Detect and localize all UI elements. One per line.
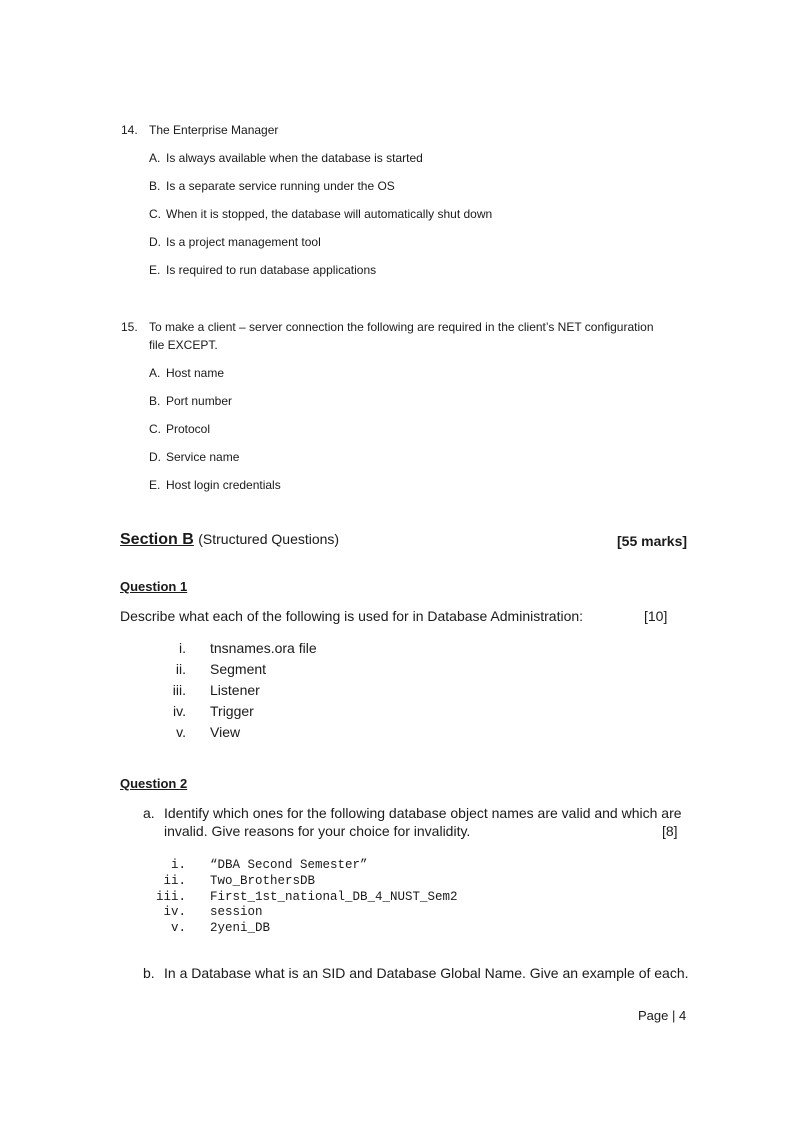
object-name: “DBA Second Semester” (210, 858, 368, 872)
option-letter: D. (149, 450, 161, 464)
question-heading: Question 1 (120, 579, 188, 594)
option-text: Service name (166, 450, 240, 464)
item-numeral: i. (170, 858, 186, 872)
object-name: session (210, 905, 263, 919)
option-text: Is a separate service running under the OS (166, 179, 395, 193)
option-letter: C. (149, 422, 161, 436)
question-marks: [10] (644, 608, 668, 624)
item-numeral: iv. (173, 703, 186, 719)
item-numeral: iii. (155, 890, 186, 904)
option-text: Is required to run database applications (166, 263, 377, 277)
item-numeral: v. (170, 921, 186, 935)
question-stem: To make a client – server connection the following are required in the client’s NET configuration (149, 320, 654, 334)
part-letter: b. (143, 965, 155, 981)
object-name: Two_BrothersDB (210, 874, 316, 888)
item-text: Segment (210, 661, 267, 677)
option-letter: B. (149, 179, 161, 193)
item-numeral: i. (179, 640, 186, 656)
section-subtitle: (Structured Questions) (198, 531, 340, 547)
option-letter: A. (149, 151, 161, 165)
option-text: Host login credentials (166, 478, 281, 492)
part-text: Identify which ones for the following database object names are valid and which are (164, 805, 682, 821)
part-letter: a. (143, 805, 155, 821)
item-numeral: ii. (163, 874, 186, 888)
question-number: 14. (121, 123, 138, 137)
section-marks: [55 marks] (617, 533, 688, 549)
item-numeral: iii. (172, 682, 186, 698)
option-text: Is always available when the database is started (166, 151, 423, 165)
item-text: View (210, 724, 241, 740)
option-text: Is a project management tool (166, 235, 321, 249)
page-number: Page | 4 (638, 1008, 687, 1023)
option-text: When it is stopped, the database will automatically shut down (166, 207, 493, 221)
item-numeral: v. (176, 724, 186, 740)
section-title: Section B (120, 531, 194, 548)
option-letter: B. (149, 394, 161, 408)
option-text: Protocol (166, 422, 211, 436)
part-marks: [8] (662, 823, 678, 839)
question-prompt: Describe what each of the following is used for in Database Administration: (120, 608, 584, 624)
option-letter: D. (149, 235, 161, 249)
question-stem-continued: file EXCEPT. (149, 338, 218, 352)
item-text: Listener (210, 682, 260, 698)
question-stem: The Enterprise Manager (149, 123, 279, 137)
option-letter: E. (149, 263, 161, 277)
object-name: First_1st_national_DB_4_NUST_Sem2 (210, 890, 458, 904)
item-text: Trigger (210, 703, 254, 719)
item-text: tnsnames.ora file (210, 640, 317, 656)
object-name: 2yeni_DB (210, 921, 271, 935)
option-letter: C. (149, 207, 161, 221)
option-text: Port number (166, 394, 233, 408)
item-numeral: ii. (175, 661, 186, 677)
question-number: 15. (121, 320, 138, 334)
option-letter: E. (149, 478, 161, 492)
part-text-continued: invalid. Give reasons for your choice for invalidity. (164, 823, 471, 839)
item-numeral: iv. (163, 905, 186, 919)
part-text: In a Database what is an SID and Database Global Name. Give an example of each. (164, 965, 689, 981)
option-letter: A. (149, 366, 161, 380)
option-text: Host name (166, 366, 225, 380)
question-heading: Question 2 (120, 776, 188, 791)
